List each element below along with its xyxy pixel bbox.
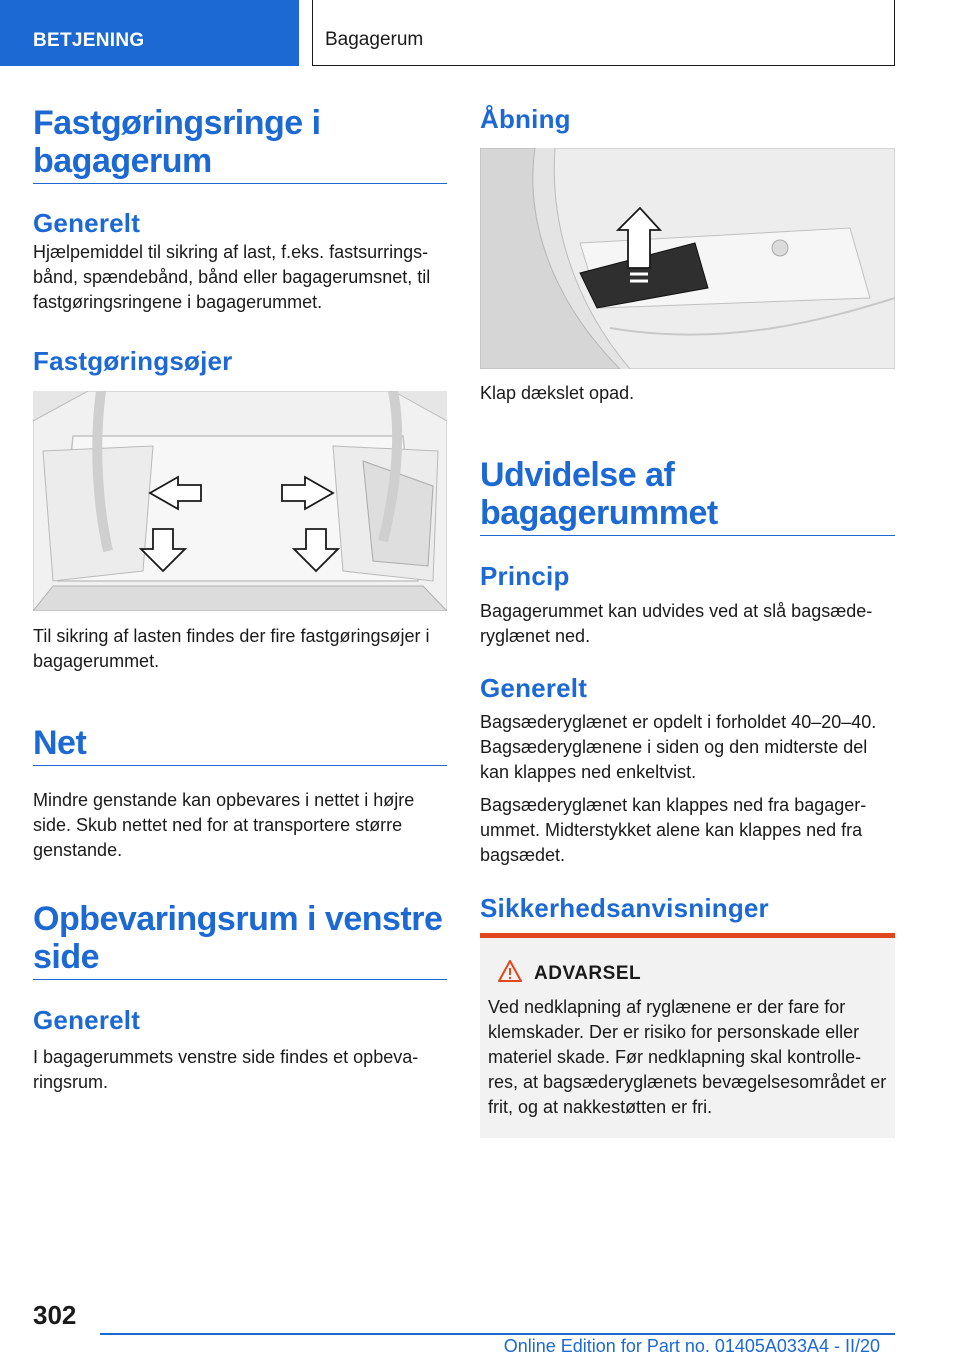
heading-fastening-rings: Fastgøringsringe i bagagerum bbox=[33, 104, 447, 184]
text-general-b: Bagsæderyglænet kan klappes ned fra bagager-ummet. Midterstykket alene kan klappes ned fra bagsædet. bbox=[480, 795, 867, 865]
heading-opening: Åbning bbox=[480, 104, 571, 134]
warning-triangle-icon bbox=[498, 960, 522, 987]
text-storage: I bagagerummets venstre side findes et opbeva-ringsrum. bbox=[33, 1047, 419, 1092]
warning-header bbox=[488, 960, 887, 987]
trunk-eyes-illustration bbox=[33, 391, 447, 611]
heading-fastening-eyes: Fastgøringsøjer bbox=[33, 346, 233, 376]
text-principle: Bagagerummet kan udvides ved at slå bagsæde-ryglænet ned. bbox=[480, 601, 873, 646]
heading-principle: Princip bbox=[480, 561, 570, 591]
heading-general-1: Generelt bbox=[33, 208, 141, 238]
text-opening: Klap dækslet opad. bbox=[480, 383, 635, 403]
trunk-eyes-figure bbox=[33, 391, 447, 611]
heading-storage-left: Opbevaringsrum i venstre side bbox=[33, 900, 447, 980]
heading-net: Net bbox=[33, 724, 447, 766]
heading-general: Generelt bbox=[480, 673, 588, 703]
footer-edition: Online Edition for Part no. 01405A033A4 - II/20 bbox=[503, 1336, 880, 1356]
heading-general-2: Generelt bbox=[33, 1005, 141, 1035]
heading-extension: Udvidelse af bagagerummet bbox=[480, 456, 895, 536]
heading-safety: Sikkerhedsanvisninger bbox=[480, 893, 769, 923]
text-general-a: Bagsæderyglænet er opdelt i forholdet 40–20–40. Bagsæderyglænene i siden og den midterste del kan klappes ned enkeltvist. bbox=[480, 712, 877, 782]
text-net: Mindre genstande kan opbevares i nettet i højre side. Skub nettet ned for at transportere større genstande. bbox=[33, 790, 415, 860]
warning-text: Ved nedklapning af ryglænene er der fare for klemskader. Der er risiko for personskade eller materiel skade. Før nedklapning skal kontrolle-res, at bagsæderyglænets bevægelsesområdet er frit, og at nakkestøtten er fri. bbox=[488, 997, 887, 1117]
chapter-tab[interactable]: Bagagerum bbox=[312, 0, 895, 66]
storage-opening-illustration bbox=[480, 148, 895, 369]
section-tab[interactable]: BETJENING bbox=[0, 0, 299, 66]
text-general-1: Hjælpemiddel til sikring af last, f.eks. fastsurrings-bånd, spændebånd, bånd eller bagagerumsnet, til fastgøringsringene i bagagerummet. bbox=[33, 242, 431, 312]
footer-divider bbox=[100, 1333, 895, 1335]
warning-title: ADVARSEL bbox=[534, 962, 642, 984]
warning-box bbox=[480, 933, 895, 1138]
text-fastening-eyes: Til sikring af lasten findes der fire fastgøringsøjer i bagagerummet. bbox=[33, 626, 430, 671]
storage-opening-figure bbox=[480, 148, 895, 369]
page-number: 302 bbox=[33, 1300, 77, 1330]
